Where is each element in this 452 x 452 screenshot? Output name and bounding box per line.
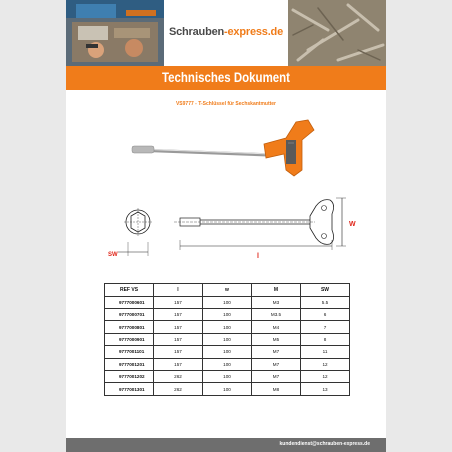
hex-socket-view (118, 208, 152, 256)
header-w: w (203, 284, 252, 297)
cell-ref: 9777001301 (105, 383, 154, 395)
cell-m: M4 (252, 321, 301, 333)
cell-m: M5 (252, 333, 301, 345)
cell-ref: 9777000901 (105, 333, 154, 345)
cell-sw: 12 (301, 358, 350, 370)
cell-l: 157 (154, 358, 203, 370)
cell-sw: 5.5 (301, 296, 350, 308)
table-row (105, 321, 350, 333)
cell-l: 157 (154, 346, 203, 358)
footer-email-link[interactable]: kundendienst@schrauben-express.de (279, 441, 370, 447)
table-row (105, 346, 350, 358)
label-w: W (349, 221, 356, 228)
logo-text-part1: Schrauben (168, 26, 225, 38)
cell-ref: 9777001202 (105, 370, 154, 382)
cell-sw: 12 (301, 370, 350, 382)
cell-l: 262 (154, 370, 203, 382)
cell-l: 157 (154, 296, 203, 308)
table-row (105, 333, 350, 345)
cell-w: 100 (203, 346, 252, 358)
cell-sw: 7 (301, 321, 350, 333)
footer-bar (66, 438, 386, 452)
logo-text-part2: -express.de (224, 26, 283, 38)
cell-l: 157 (154, 333, 203, 345)
cell-m: M3.5 (252, 308, 301, 320)
table-row (105, 383, 350, 395)
table-row (105, 370, 350, 382)
table-row (105, 296, 350, 308)
cell-sw: 13 (301, 383, 350, 395)
cell-sw: 8 (301, 333, 350, 345)
cell-ref: 9777000601 (105, 296, 154, 308)
cell-m: M7 (252, 346, 301, 358)
spec-table-wrapper (104, 283, 350, 396)
table-row (105, 308, 350, 320)
page-title: Technisches Dokument (161, 69, 291, 85)
cell-ref: 9777000701 (105, 308, 154, 320)
table-row (105, 358, 350, 370)
cell-m: M3 (252, 296, 301, 308)
cell-w: 100 (203, 308, 252, 320)
cell-w: 100 (203, 383, 252, 395)
company-logo[interactable] (164, 0, 288, 66)
header-l: l (154, 284, 203, 297)
spec-table (104, 283, 350, 396)
product-subtitle: VS9777 - T-Schlüssel für Sechskantmutter (175, 101, 277, 107)
screws-photo (288, 0, 386, 66)
workshop-photo (66, 0, 164, 66)
header-banner (66, 0, 386, 66)
cell-l: 157 (154, 321, 203, 333)
cell-w: 100 (203, 370, 252, 382)
technical-drawing (100, 190, 370, 270)
cell-w: 100 (203, 321, 252, 333)
header-m: M (252, 284, 301, 297)
cell-w: 100 (203, 358, 252, 370)
cell-m: M7 (252, 358, 301, 370)
product-image (126, 110, 326, 190)
cell-l: 262 (154, 383, 203, 395)
cell-w: 100 (203, 296, 252, 308)
cell-sw: 11 (301, 346, 350, 358)
cell-sw: 6 (301, 308, 350, 320)
header-sw: SW (301, 284, 350, 297)
cell-ref: 9777001201 (105, 358, 154, 370)
cell-l: 157 (154, 308, 203, 320)
header-ref: REF VS (105, 284, 154, 297)
title-bar (66, 66, 386, 90)
side-view (174, 198, 346, 250)
cell-ref: 9777000801 (105, 321, 154, 333)
cell-m: M7 (252, 370, 301, 382)
table-header-row (105, 284, 350, 297)
label-l: l (257, 253, 259, 260)
cell-m: M8 (252, 383, 301, 395)
cell-w: 100 (203, 333, 252, 345)
document-page (66, 0, 386, 452)
label-sw: SW (108, 252, 118, 258)
cell-ref: 9777001101 (105, 346, 154, 358)
